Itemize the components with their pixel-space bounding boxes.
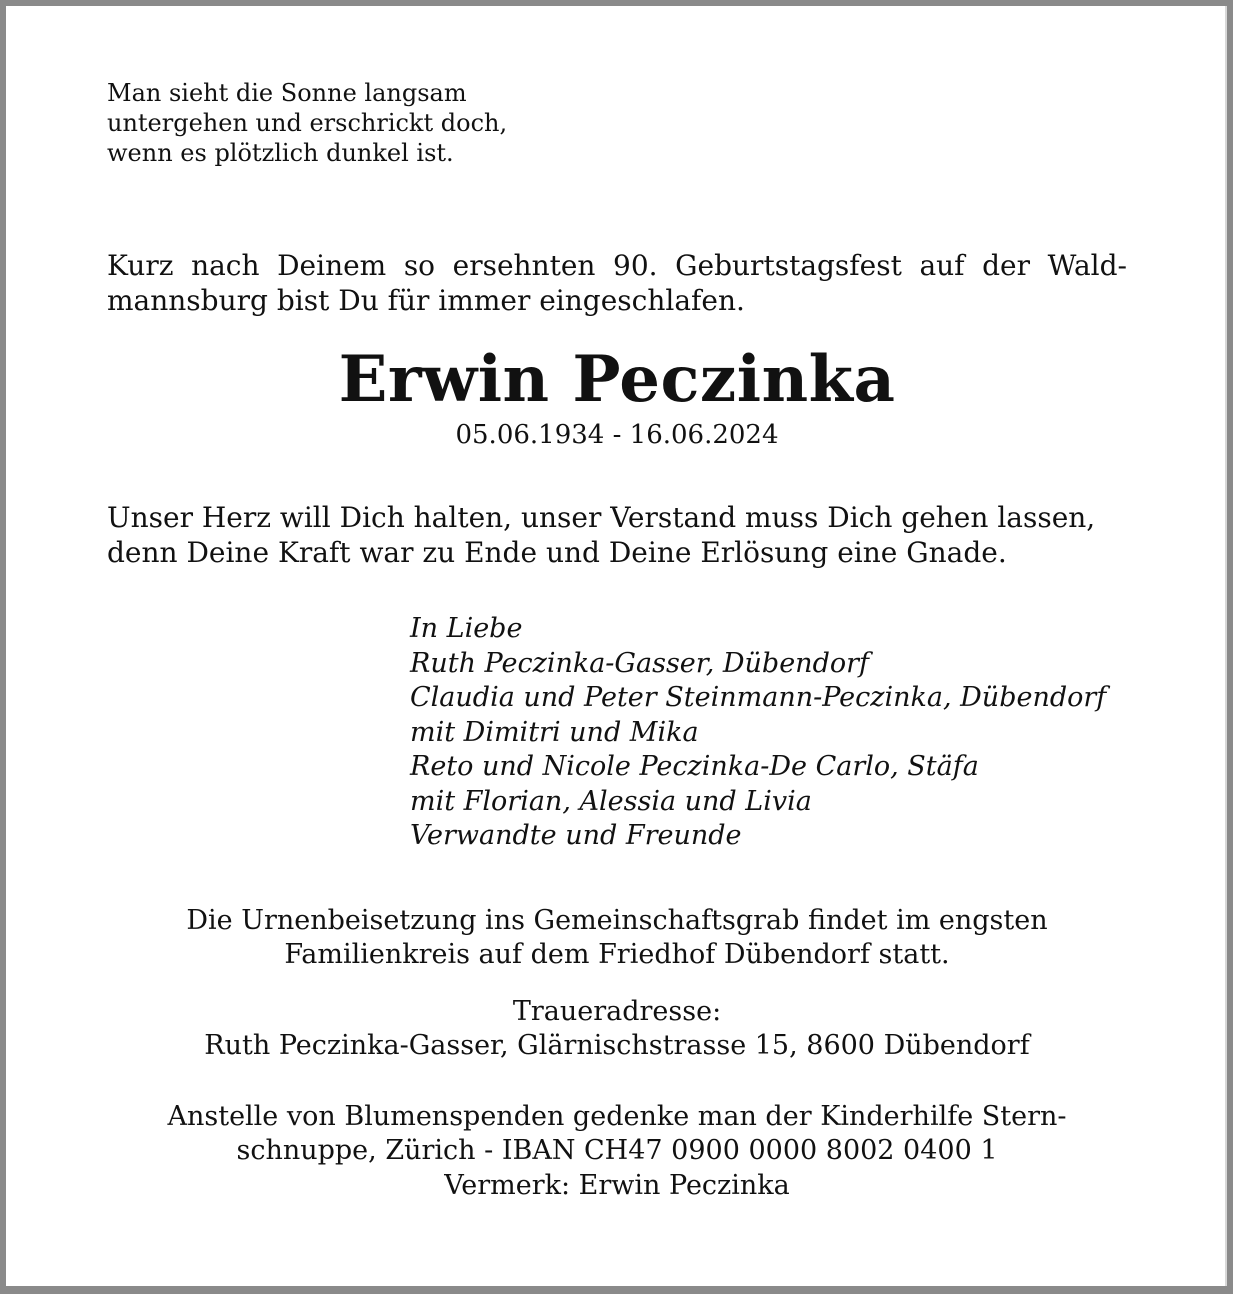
donation-notice	[107, 1100, 1127, 1204]
motto-line: wenn es plötzlich dunkel ist.	[107, 139, 454, 167]
mourning-address	[107, 995, 1127, 1064]
donation-line: Vermerk: Erwin Peczinka	[444, 1169, 790, 1201]
signatory-line: Reto und Nicole Peczinka-De Carlo, Stäfa	[410, 751, 979, 782]
motto-line: untergehen und erschrickt doch,	[107, 109, 508, 137]
address-label: Traueradresse:	[512, 995, 722, 1027]
signatory-line: Verwandte und Freunde	[410, 820, 742, 851]
donation-line: schnuppe, Zürich - IBAN CH47 0900 0000 8002 0400 1	[236, 1135, 998, 1166]
burial-line: Familienkreis auf dem Friedhof Dübendorf statt.	[284, 939, 950, 970]
burial-notice	[107, 904, 1127, 973]
signatory-line: mit Dimitri und Mika	[410, 716, 699, 748]
signatory-line: In Liebe	[410, 613, 523, 644]
donation-line: Anstelle von Blumenspenden gedenke man der Kinderhilfe Stern-	[167, 1100, 1067, 1132]
verse-text	[107, 500, 1127, 570]
signatory-line: mit Florian, Alessia und Livia	[410, 785, 812, 817]
motto-line: Man sieht die Sonne langsam	[107, 79, 467, 107]
signatory-line: Claudia und Peter Steinmann-Peczinka, Dübendorf	[410, 682, 1107, 713]
verse-line: denn Deine Kraft war zu Ende und Deine Erlösung eine Gnade.	[107, 536, 1007, 569]
burial-line: Die Urnenbeisetzung ins Gemeinschaftsgrab findet im engsten	[186, 904, 1048, 936]
signatories-list	[410, 612, 1130, 854]
address-value: Ruth Peczinka-Gasser, Glärnischstrasse 15, 8600 Dübendorf	[204, 1030, 1030, 1061]
signatory-line: Ruth Peczinka-Gasser, Dübendorf	[410, 647, 870, 679]
page-edge-shadow	[1225, 6, 1227, 1286]
verse-line: Unser Herz will Dich halten, unser Verstand muss Dich gehen lassen,	[107, 501, 1096, 534]
obituary-notice	[107, 78, 1127, 1203]
life-dates: 05.06.1934 - 16.06.2024	[455, 420, 779, 450]
deceased-name: Erwin Peczinka	[338, 342, 896, 417]
motto-quote	[107, 78, 1127, 168]
intro-text: Kurz nach Deinem so ersehnten 90. Geburtstagsfest auf der Waldmannsburg bist Du für immer eingeschlafen.	[107, 249, 1127, 317]
